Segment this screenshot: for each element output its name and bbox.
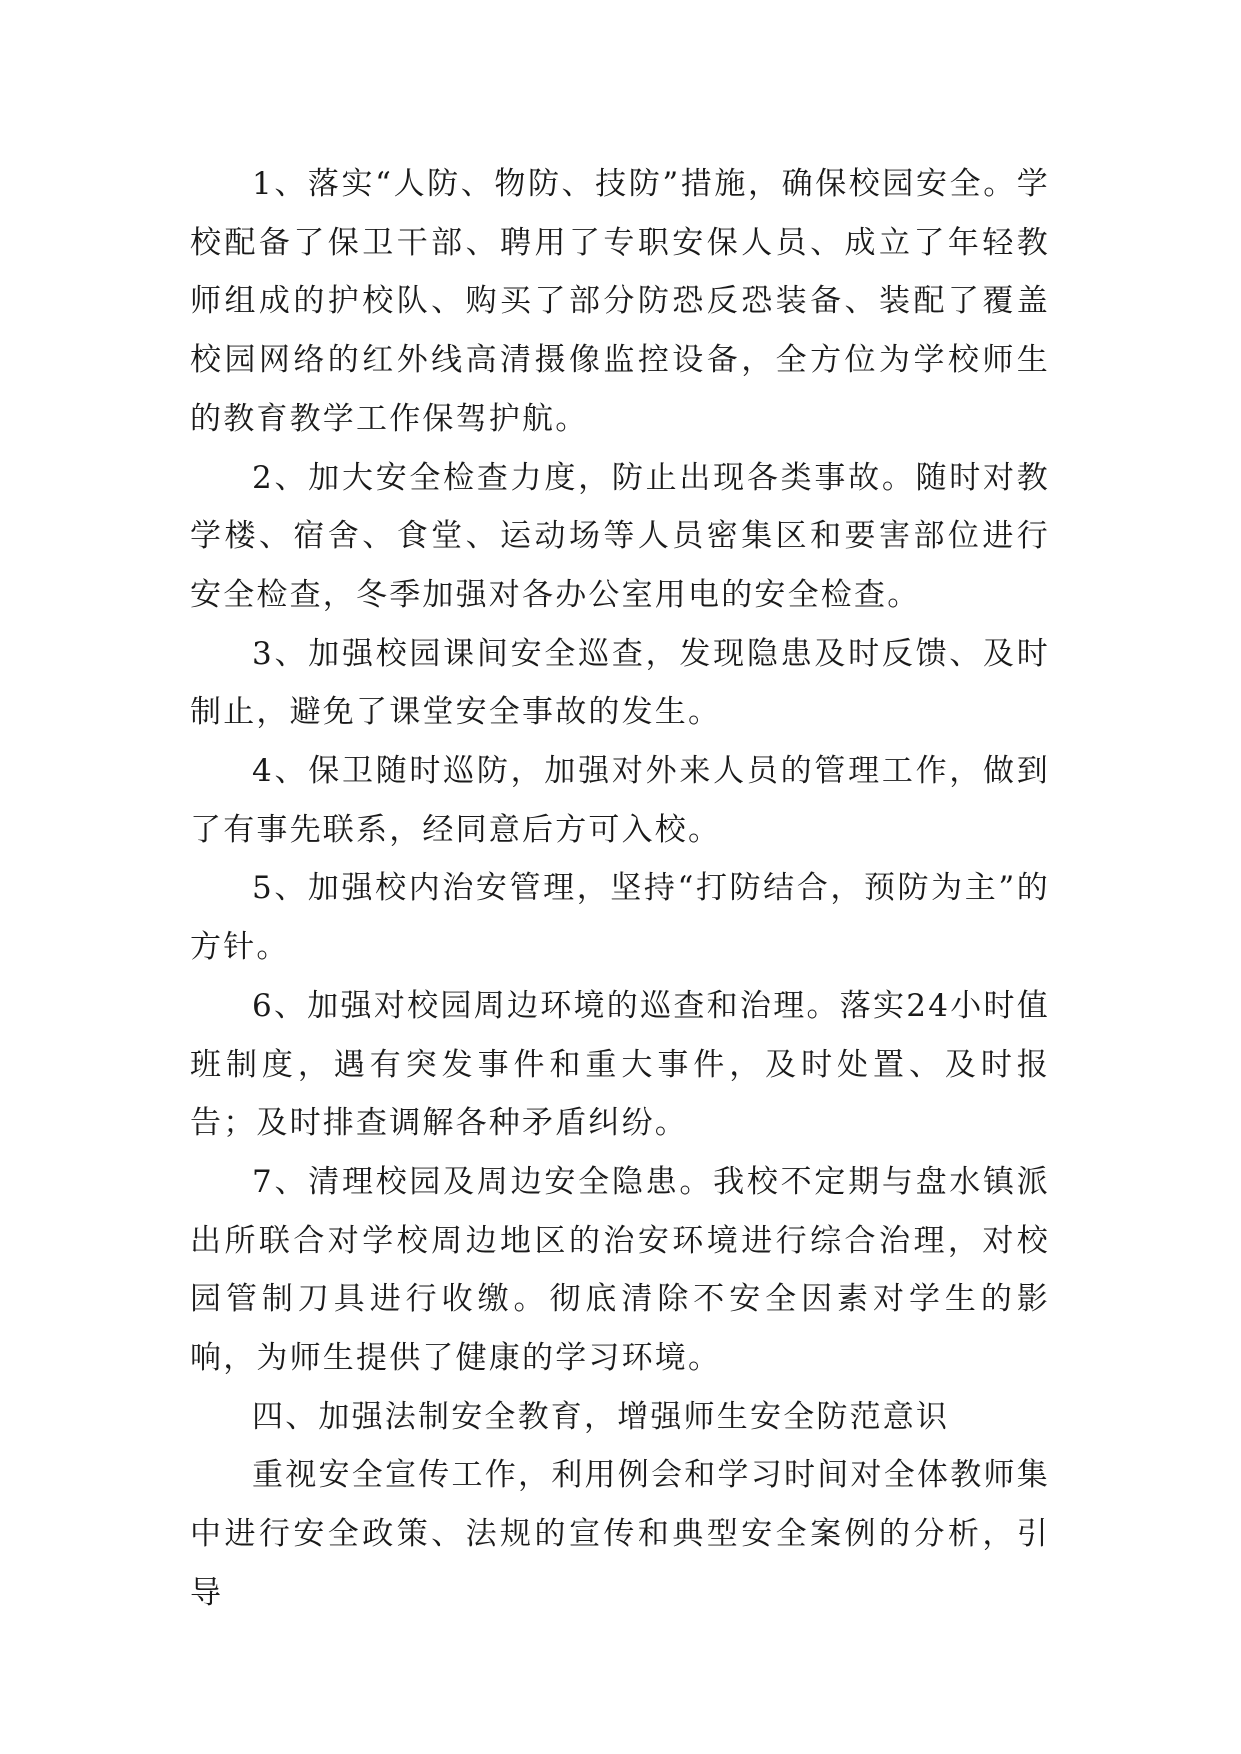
paragraph-4: 4、保卫随时巡防，加强对外来人员的管理工作，做到了有事先联系，经同意后方可入校。 [190, 753, 1050, 848]
paragraph-7: 7、清理校园及周边安全隐患。我校不定期与盘水镇派出所联合对学校周边地区的治安环境进行综合治理，对校园管制刀具进行收缴。彻底清除不安全因素对学生的影响，为师生提供了健康的学习环境。 [190, 1163, 1050, 1377]
section-heading-4: 四、加强法制安全教育，增强师生安全防范意识 [252, 1398, 950, 1435]
paragraph-3: 3、加强校园课间安全巡查，发现隐患及时反馈、及时制止，避免了课堂安全事故的发生。 [190, 635, 1050, 731]
paragraph-2: 2、加大安全检查力度，防止出现各类事故。随时对教学楼、宿舍、食堂、运动场等人员密集区和要害部位进行安全检查，冬季加强对各办公室用电的安全检查。 [190, 459, 1050, 613]
paragraph-8: 重视安全宣传工作，利用例会和学习时间对全体教师集中进行安全政策、法规的宣传和典型安全案例的分析，引导 [190, 1457, 1050, 1611]
paragraph-5: 5、加强校内治安管理，坚持“打防结合，预防为主”的方针。 [190, 870, 1050, 966]
paragraph-6: 6、加强对校园周边环境的巡查和治理。落实24小时值班制度，遇有突发事件和重大事件，及时处置、及时报告；及时排查调解各种矛盾纠纷。 [190, 987, 1050, 1142]
document-body [190, 155, 1050, 1623]
paragraph-1: 1、落实“人防、物防、技防”措施，确保校园安全。学校配备了保卫干部、聘用了专职安保人员、成立了年轻教师组成的护校队、购买了部分防恐反恐装备、装配了覆盖校园网络的红外线高清摄像监控设备，全方位为学校师生的教育教学工作保驾护航。 [190, 166, 1050, 437]
